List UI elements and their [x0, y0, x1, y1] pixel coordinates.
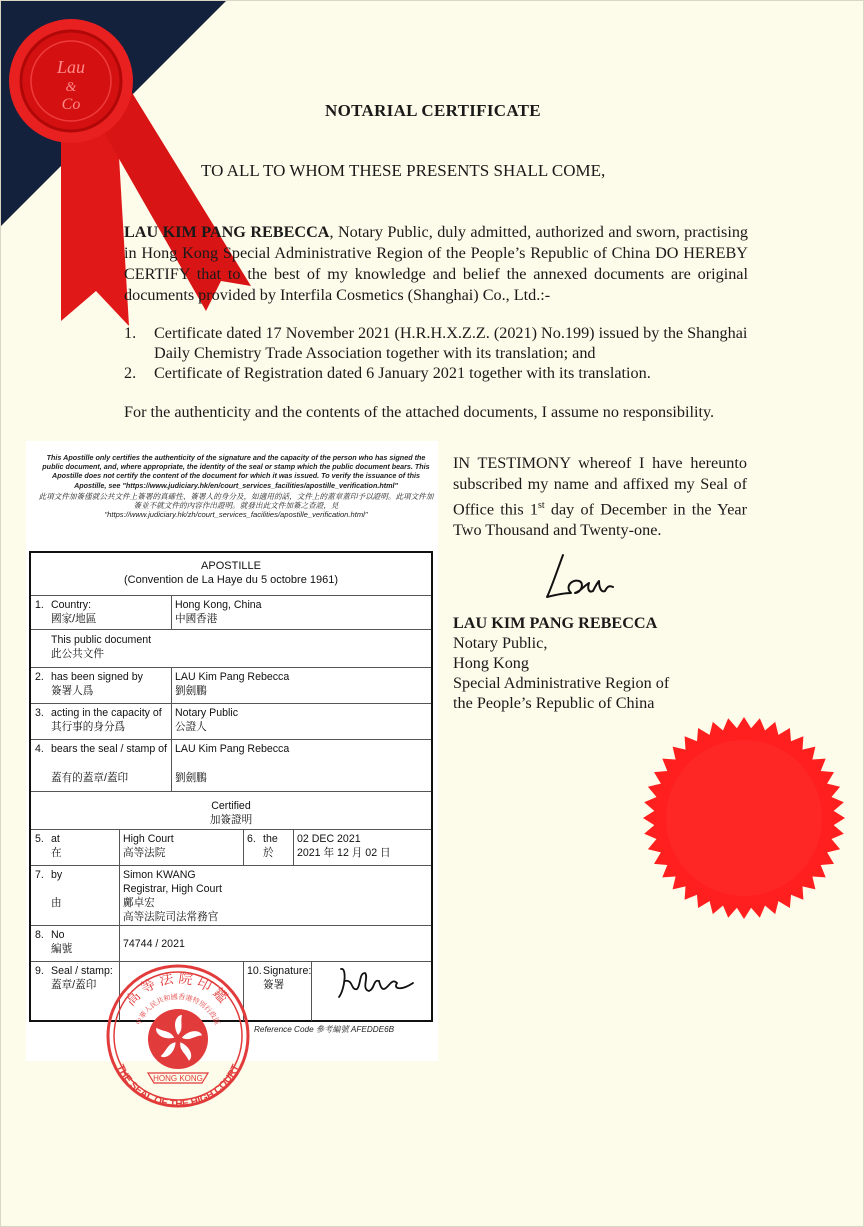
field-number: 7.	[35, 869, 44, 881]
certification-paragraph	[124, 222, 748, 306]
seal-bottom-text: THE SEAL OF THE HIGH COURT	[114, 1062, 242, 1111]
notary-signature-block	[453, 613, 669, 713]
apostille-intro-en: This Apostille only certifies the authenticity of the signature and the capacity of the person who has signed the public document, and, where appropriate, the identity of the seal or stamp which the public document bears. This Apostille does not certify the content of the document for which it was issued. To verify the issuance of this Apostille, see "https://www.judiciary.hk/en/court_services_facilities/apostille_verification.html"	[42, 453, 430, 490]
signed-by-value	[175, 670, 289, 698]
value-zh: 高等法院	[123, 847, 166, 859]
disclaimer-text: For the authenticity and the contents of the attached documents, I assume no responsibility.	[124, 403, 715, 421]
country-label	[51, 598, 96, 626]
label-zh: 國家/地區	[51, 613, 97, 625]
label-en: Seal / stamp:	[51, 965, 113, 977]
field-number: 9.	[35, 965, 44, 977]
list-item	[124, 363, 748, 383]
wax-seal-text-3: Co	[61, 96, 81, 113]
field-number: 3.	[35, 707, 44, 719]
registrar-signature	[331, 959, 421, 1009]
testimony-text-b: day of December in the Year Two Thousand and Twenty-one.	[453, 500, 747, 540]
list-item-number: 1.	[124, 324, 137, 342]
value-zh: 中國香港	[175, 613, 218, 625]
seal-ribbon-text: HONG KONG	[153, 1074, 203, 1083]
document-title: NOTARIAL CERTIFICATE	[325, 101, 541, 120]
label-zh: 此公共文件	[51, 648, 104, 660]
label-zh: 在	[51, 847, 62, 859]
notary-name-bold: LAU KIM PANG REBECCA	[124, 223, 330, 241]
value-en: 02 DEC 2021	[297, 833, 361, 845]
value-en: High Court	[123, 833, 174, 845]
signed-by-label	[51, 670, 143, 698]
field-number: 4.	[35, 743, 44, 755]
reference-code: Reference Code 參考編號 AFEDDE6B	[254, 1025, 395, 1034]
value-zh: 劉劍鵬	[175, 685, 207, 697]
notary-line: Hong Kong	[453, 654, 529, 672]
signature-label	[263, 964, 311, 992]
testimony-text-a: IN TESTIMONY whereof I have hereunto subscribed my name and affixed my Seal of Office this 1	[453, 454, 747, 519]
label-zh: 其行事的身分爲	[51, 721, 126, 733]
label-en: acting in the capacity of	[51, 707, 162, 719]
testimony-paragraph	[453, 453, 747, 541]
acting-value	[175, 706, 238, 734]
at-value	[123, 832, 174, 860]
field-number: 1.	[35, 599, 44, 611]
value-en: Notary Public	[175, 707, 238, 719]
notary-line: the People’s Republic of China	[453, 694, 655, 712]
apostille-heading	[31, 559, 431, 587]
notary-name: LAU KIM PANG REBECCA	[453, 614, 658, 632]
field-number: 6.	[247, 833, 256, 845]
field-number: 10.	[247, 965, 262, 977]
value-zh: 公證人	[175, 721, 207, 733]
label-zh: 蓋章/蓋印	[51, 979, 97, 991]
registrar-name: Simon KWANG	[123, 869, 196, 881]
seal-inner-text: 中華人民共和國香港特別行政區	[134, 992, 222, 1027]
country-value	[175, 598, 262, 626]
certification-text: , Notary Public, duly admitted, authorized and sworn, practising in Hong Kong Special Administrative Region of the People’s Republic of China DO HEREBY CERTIFY that to the best of my knowledge and belief the annexed documents are original documents provided by Interfila Cosmetics (Shanghai) Co., Ltd.:-	[124, 223, 749, 304]
apostille-intro-zh: 此項文件加簽僅就公共文件上簽署的真確性、簽署人的身分及，如適用的話，文件上的蓋章蓋印予以證明。此項文件加簽並不就文件的內容作出證明。就發出此文件加簽之查證，見 "https://www.judiciary.hk/zh/court_services_facilities/apostille_verification.html"	[38, 491, 434, 520]
seal-of-value-zh: 劉劍鵬	[175, 772, 207, 784]
svg-text:高等法院印鑑	[122, 969, 234, 1009]
no-value: 74744 / 2021	[123, 938, 185, 950]
svg-text:THE SEAL OF THE HIGH COURT	[114, 1063, 241, 1110]
seal-of-label: bears the seal / stamp of	[51, 743, 168, 755]
label-en: This public document	[51, 634, 152, 646]
field-number: 2.	[35, 671, 44, 683]
documents-list	[124, 323, 748, 383]
notary-signature	[541, 549, 621, 609]
wax-seal-text-2: &	[65, 80, 77, 95]
by-value	[123, 868, 222, 924]
value-en: LAU Kim Pang Rebecca	[175, 671, 290, 683]
the-label	[263, 832, 278, 860]
list-item	[124, 323, 748, 363]
public-document-label	[51, 633, 151, 661]
address-line: TO ALL TO WHOM THESE PRESENTS SHALL COME,	[201, 161, 606, 180]
acting-label	[51, 706, 162, 734]
registrar-name-zh: 鄺卓宏	[123, 897, 155, 909]
red-starburst-seal	[641, 715, 847, 921]
apostille-title: APOSTILLE	[201, 560, 261, 572]
list-item-text: Certificate dated 17 November 2021 (H.R.H.X.Z.Z. (2021) No.199) issued by the Shanghai Daily Chemistry Trade Association together with its translation; and	[154, 324, 748, 362]
field-number: 8.	[35, 929, 44, 941]
list-item-number: 2.	[124, 364, 137, 382]
label-en: Signature:	[263, 965, 312, 977]
registrar-title-zh: 高等法院司法常務官	[123, 911, 219, 923]
notary-line: Notary Public,	[453, 634, 548, 652]
label-en: Certified	[211, 800, 251, 812]
certified-heading	[31, 799, 431, 827]
label-zh: 簽署人爲	[51, 685, 94, 697]
registrar-title: Registrar, High Court	[123, 883, 222, 895]
label-zh: 加簽證明	[209, 814, 253, 826]
value-zh: 2021 年 12 月 02 日	[297, 847, 391, 859]
high-court-seal	[98, 961, 258, 1111]
by-label-zh: 由	[51, 897, 62, 909]
seal-top-text: 高等法院印鑑	[122, 970, 234, 1010]
no-label	[51, 928, 72, 956]
value-en: Hong Kong, China	[175, 599, 262, 611]
label-en: No	[51, 929, 65, 941]
apostille-table	[29, 551, 433, 1022]
field-number: 5.	[35, 833, 44, 845]
label-en: at	[51, 833, 60, 845]
date-value	[297, 832, 391, 860]
by-label: by	[51, 869, 63, 881]
notary-line: Special Administrative Region of	[453, 674, 670, 692]
seal-of-value: LAU Kim Pang Rebecca	[175, 743, 290, 755]
seal-of-label-zh: 蓋有的蓋章/蓋印	[51, 772, 129, 784]
wax-seal-text-1: Lau	[56, 57, 86, 77]
at-label	[51, 832, 62, 860]
label-en: the	[263, 833, 278, 845]
label-zh: 簽署	[263, 979, 285, 991]
label-zh: 於	[263, 847, 274, 859]
label-en: has been signed by	[51, 671, 143, 683]
list-item-text: Certificate of Registration dated 6 January 2021 together with its translation.	[154, 364, 651, 382]
label-zh: 編號	[51, 943, 73, 955]
apostille-convention: (Convention de La Haye du 5 octobre 1961)	[123, 574, 339, 586]
label-en: Country:	[51, 599, 92, 611]
testimony-ordinal: st	[538, 500, 545, 511]
apostille-intro	[38, 453, 434, 519]
